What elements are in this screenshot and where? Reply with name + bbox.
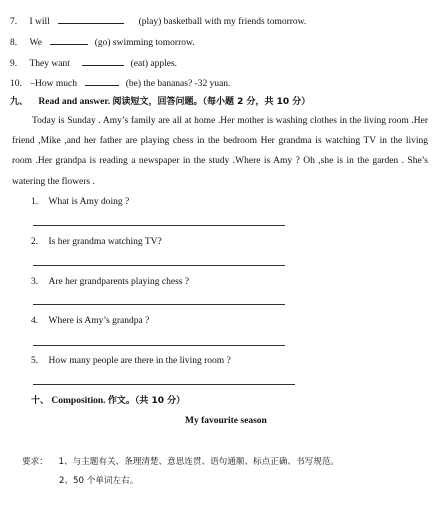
answer-line-4[interactable]: [33, 345, 285, 346]
requirements: [22, 456, 339, 468]
item-number: 7.: [10, 17, 18, 27]
answer-blank[interactable]: [50, 35, 88, 45]
question-number: 1.: [31, 197, 39, 207]
requirements-label: 要求：: [22, 457, 48, 467]
question-number: 3.: [31, 277, 39, 287]
answer-line-5[interactable]: [33, 384, 295, 385]
section-number: 十、: [31, 396, 50, 406]
fill-item-8: [10, 35, 195, 49]
item-text-after: (play) basketball with my friends tomorrow.: [138, 17, 307, 27]
item-text-before: They want: [29, 59, 70, 69]
question-3: [31, 276, 189, 288]
question-number: 2.: [31, 237, 39, 247]
question-text: What is Amy doing ?: [48, 197, 130, 207]
item-text-before: I will: [29, 17, 50, 27]
item-number: 9.: [10, 59, 18, 69]
question-text: How many people are there in the living room ?: [48, 356, 231, 366]
requirement-2-line: [59, 475, 138, 487]
section-title: Composition.: [51, 396, 106, 406]
answer-line-3[interactable]: [33, 304, 285, 305]
requirement-1: 1、与主题有关、条理清楚、意思连贯、语句通顺、标点正确、书写规范。: [58, 457, 340, 467]
section-heading-read-and-answer: [10, 96, 310, 108]
item-text-after: (eat) apples.: [130, 59, 178, 69]
passage-text: Today is Sunday . Amy’s family are all at home .Her mother is washing clothes in the living room .Her friend ,Mike ,and her father are playing chess in the bedroom Her grandma is watching TV in the living room .Her grandpa is reading a newspaper in the study .Where is Amy ? Oh ,she is in the garden . She’s watering the flowers .: [12, 116, 428, 187]
question-text: Where is Amy’s grandpa ?: [48, 316, 150, 326]
section-title-cn: 阅读短文，回答问题。（每小题 2 分，共 10 分）: [112, 97, 311, 107]
question-2: [31, 236, 162, 248]
section-title-cn: 作文。（共 10 分）: [107, 396, 186, 406]
question-5: [31, 355, 231, 367]
section-heading-composition: [31, 395, 185, 407]
question-number: 4.: [31, 316, 39, 326]
answer-blank[interactable]: [85, 76, 119, 86]
answer-blank[interactable]: [58, 14, 124, 24]
requirement-2: 2、50 个单词左右。: [59, 476, 139, 486]
item-text-after: (be) the bananas? -32 yuan.: [125, 79, 231, 89]
answer-blank[interactable]: [82, 56, 124, 66]
fill-item-9: [10, 56, 177, 70]
composition-topic: My favourite season: [185, 416, 267, 426]
item-text-after: (go) swimming tomorrow.: [94, 38, 195, 48]
item-number: 10.: [10, 79, 22, 89]
section-title: Read and answer.: [38, 97, 111, 107]
answer-line-1[interactable]: [33, 225, 285, 226]
section-number: 九、: [10, 97, 29, 107]
item-text-before: We: [29, 38, 42, 48]
reading-passage: [12, 111, 428, 192]
answer-line-2[interactable]: [33, 265, 285, 266]
fill-item-10: [10, 76, 230, 90]
question-text: Is her grandma watching TV?: [48, 237, 162, 247]
question-number: 5.: [31, 356, 39, 366]
item-text-before: –How much: [30, 79, 77, 89]
item-number: 8.: [10, 38, 18, 48]
question-text: Are her grandparents playing chess ?: [48, 277, 190, 287]
question-1: [31, 196, 129, 208]
fill-item-7: [10, 14, 306, 28]
question-4: [31, 315, 149, 327]
